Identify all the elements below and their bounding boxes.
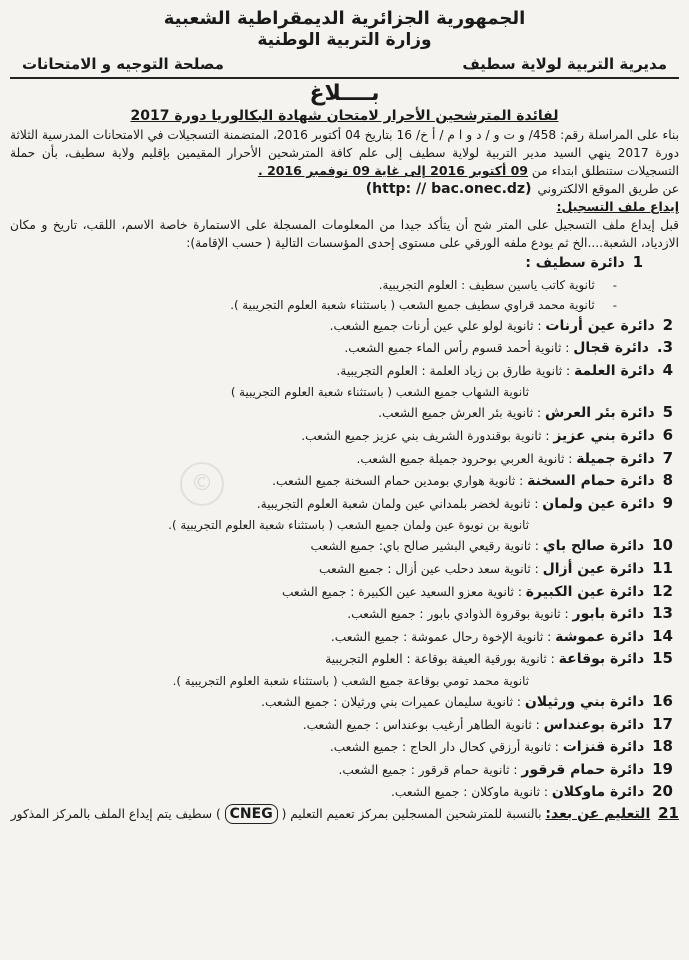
list-item bbox=[10, 759, 679, 782]
list-item bbox=[10, 425, 679, 448]
item-number: 9 bbox=[662, 493, 673, 512]
item-schools: : ثانوية رقيعي البشير صالح باي: جميع الشعب bbox=[310, 539, 543, 554]
list-item bbox=[10, 736, 679, 759]
item-number: 18 bbox=[652, 737, 673, 756]
list-item bbox=[10, 581, 679, 604]
list-sub-item bbox=[10, 295, 679, 315]
sub-item-text: ثانوية محمد قراوي سطيف جميع الشعب ( باستثناء شعبة العلوم التجريبية ). bbox=[230, 297, 595, 312]
directorate-label: مديرية التربية لولاية سطيف bbox=[462, 55, 667, 73]
list-item bbox=[10, 337, 679, 360]
item-number: 16 bbox=[652, 691, 673, 710]
list-item bbox=[10, 603, 679, 626]
item-schools: : ثانوية أرزقي كحال دار الحاج : جميع الشعب. bbox=[329, 740, 563, 755]
item-district: دائرة عين ولمان bbox=[542, 495, 655, 512]
list-sub-item bbox=[10, 671, 679, 691]
registration-dates: 09 أكتوبر 2016 إلى غاية 09 نوفمبر 2016 . bbox=[257, 163, 529, 178]
item-district: التعليم عن بعد: bbox=[545, 805, 651, 822]
item-schools: : ثانوية بئر العرش جميع الشعب. bbox=[378, 406, 546, 421]
item-schools: : ثانوية طارق بن زياد العلمة : العلوم التجريبية. bbox=[336, 363, 575, 378]
distance-text-before: بالنسبة للمترشحين المسجلين بمركز تعميم التعليم ( bbox=[281, 806, 542, 821]
item-district: دائرة بوعنداس bbox=[543, 716, 645, 733]
list-item bbox=[10, 558, 679, 581]
item-number: 11 bbox=[652, 558, 673, 577]
distance-learning-item bbox=[10, 804, 679, 824]
item-district: دائرة صالح باي bbox=[542, 538, 645, 555]
list-sub-item bbox=[10, 275, 679, 295]
list-item bbox=[10, 493, 679, 516]
item-district: دائرة العلمة bbox=[574, 362, 655, 379]
item-schools: : ثانوية بورقية العيفة بوقاعة : العلوم التجريبية bbox=[325, 652, 559, 667]
intro-paragraph bbox=[10, 126, 679, 180]
item-number: 10 bbox=[652, 536, 673, 555]
item-number: 13 bbox=[652, 604, 673, 623]
org-header-row bbox=[10, 53, 679, 75]
service-label: مصلحة التوجيه و الامتحانات bbox=[22, 55, 224, 73]
item-district: دائرة بني ورثيلان bbox=[524, 693, 645, 710]
item-district: دائرة قنزات bbox=[562, 739, 645, 756]
item-number: 21 bbox=[658, 803, 679, 822]
item-number: 17 bbox=[652, 714, 673, 733]
item-district: دائرة عين الكبيرة bbox=[525, 583, 645, 600]
item-schools: : ثانوية العربي بوحرود جميلة جميع الشعب. bbox=[356, 451, 577, 466]
item-district: دائرة عين أزال bbox=[542, 560, 645, 577]
item-number: 1 bbox=[632, 253, 643, 271]
item-schools: : ثانوية حمام قرقور : جميع الشعب. bbox=[338, 762, 522, 777]
item-schools: : ثانوية هواري بومدين حمام السخنة جميع الشعب. bbox=[272, 474, 528, 489]
item-schools: : ثانوية أحمد قسوم رأس الماء جميع الشعب. bbox=[344, 341, 574, 356]
list-item bbox=[10, 648, 679, 671]
list-item bbox=[10, 691, 679, 714]
website-line bbox=[10, 180, 679, 198]
item-district: دائرة بوقاعة bbox=[558, 651, 645, 668]
item-district: دائرة بابور bbox=[572, 606, 645, 623]
item-district: دائرة حمام قرقور bbox=[521, 761, 645, 778]
item-district: دائرة سطيف : bbox=[525, 255, 625, 271]
list-item bbox=[10, 252, 679, 275]
notice-title: بــــلاغ bbox=[309, 81, 380, 106]
distance-text-after: ) سطيف يتم إيداع الملف بالمركز المذكور bbox=[10, 806, 221, 821]
sub-item-text: ثانوية محمد تومي بوقاعة جميع الشعب ( باستثناء شعبة العلوم التجريبية ). bbox=[172, 673, 529, 688]
item-schools: : ثانوية بوقندورة الشريف بني عزيز جميع الشعب. bbox=[301, 428, 554, 443]
sub-item-text: ثانوية بن نويوة عين ولمان جميع الشعب ( باستثناء شعبة العلوم التجريبية ). bbox=[168, 518, 529, 533]
sub-item-text: ثانوية الشهاب جميع الشعب ( باستثناء شعبة العلوم التجريبية ) bbox=[230, 385, 529, 400]
item-district: دائرة عموشة bbox=[555, 628, 645, 645]
deposit-paragraph: قبل إيداع ملف التسجيل على المتر شح أن يتأكد جيدا من المعلومات المسجلة على الاستمارة خاصة الاسم، اللقب، تاريخ و مكان الازدياد، الشعبة....الخ ثم يودع ملفه الورقي على مستوى إحدى المؤسسات التالية ( حسب الإقامة): bbox=[10, 218, 679, 250]
intro-text: بناء على المراسلة رقم: 458/ و ت و / د و ا م / أ خ/ 16 بتاريخ 04 أكتوبر 2016، المتضمنة التسجيلات في الامتحانات المدرسية الثلاثة دورة 2017 ينهي السيد مدير التربية لولاية سطيف إلى علم كافة المترشحين الأحرار المقيمين بإقليم ولاية سطيف، بأن حملة التسجيلات ستنطلق ابتداء من bbox=[10, 128, 679, 178]
list-item bbox=[10, 626, 679, 649]
item-schools: : ثانوية الإخوة رحال عموشة : جميع الشعب. bbox=[330, 629, 556, 644]
list-sub-item bbox=[10, 515, 679, 535]
item-schools: : ثانوية لولو علي عين أرنات جميع الشعب. bbox=[329, 318, 546, 333]
watermark-copyright-icon: © bbox=[180, 462, 224, 506]
website-url: (http: // bac.onec.dz) bbox=[365, 181, 532, 197]
item-schools: : ثانوية بوقروة الذوادي بابور : جميع الشعب. bbox=[347, 607, 573, 622]
list-item bbox=[10, 315, 679, 338]
list-item bbox=[10, 448, 679, 471]
item-district: دائرة قجال bbox=[573, 340, 649, 357]
header-divider bbox=[10, 77, 679, 79]
cneg-label: CNEG bbox=[225, 804, 278, 824]
item-number: 3. bbox=[656, 338, 673, 357]
item-district: دائرة حمام السخنة bbox=[527, 473, 655, 490]
item-number: 2 bbox=[662, 315, 673, 334]
districts-list bbox=[10, 252, 679, 804]
item-schools: : ثانوية لخضر بلمداني عين ولمان شعبة العلوم التجريبية. bbox=[256, 496, 543, 511]
list-item bbox=[10, 535, 679, 558]
item-number: 15 bbox=[652, 649, 673, 668]
item-schools: : ثانوية ماوكلان : جميع الشعب. bbox=[391, 785, 552, 800]
item-number: 14 bbox=[652, 626, 673, 645]
item-schools: : ثانوية سليمان عميرات بني ورثيلان : جميع الشعب. bbox=[261, 694, 525, 709]
item-district: دائرة بني عزيز bbox=[553, 427, 655, 444]
item-district: دائرة بئر العرش bbox=[545, 405, 655, 422]
item-number: 20 bbox=[652, 782, 673, 801]
item-number: 4 bbox=[662, 360, 673, 379]
item-number: 5 bbox=[662, 403, 673, 422]
item-schools: : ثانوية الطاهر أرغيب بوعنداس : جميع الشعب. bbox=[302, 717, 544, 732]
list-sub-item bbox=[10, 382, 679, 402]
list-item bbox=[10, 714, 679, 737]
item-schools: : ثانوية معزو السعيد عين الكبيرة : جميع الشعب bbox=[281, 584, 526, 599]
list-item bbox=[10, 402, 679, 425]
item-number: 12 bbox=[652, 581, 673, 600]
bullet-dash: - bbox=[612, 297, 617, 312]
item-number: 6 bbox=[662, 425, 673, 444]
republic-header: الجمهورية الجزائرية الديمقراطية الشعبية bbox=[163, 8, 526, 29]
item-district: دائرة جميلة bbox=[576, 450, 655, 467]
item-district: دائرة عين أرنات bbox=[545, 317, 655, 334]
ministry-header: وزارة التربية الوطنية bbox=[257, 30, 432, 50]
item-number: 19 bbox=[652, 759, 673, 778]
item-district: دائرة ماوكلان bbox=[551, 784, 645, 801]
list-item bbox=[10, 470, 679, 493]
bullet-dash: - bbox=[612, 277, 617, 292]
list-item bbox=[10, 360, 679, 383]
item-number: 7 bbox=[662, 448, 673, 467]
website-label: عن طريق الموقع الالكتروني bbox=[537, 182, 679, 196]
deposit-heading: إيداع ملف التسجيل: bbox=[556, 199, 679, 214]
notice-subtitle: لفائدة المترشحين الأحرار لامتحان شهادة البكالوريا دورة 2017 bbox=[130, 108, 559, 124]
item-number: 8 bbox=[662, 471, 673, 490]
list-item bbox=[10, 781, 679, 804]
sub-item-text: ثانوية كاتب ياسين سطيف : العلوم التجريبية. bbox=[378, 277, 595, 292]
item-schools: : ثانوية سعد دحلب عين أزال : جميع الشعب bbox=[319, 561, 543, 576]
